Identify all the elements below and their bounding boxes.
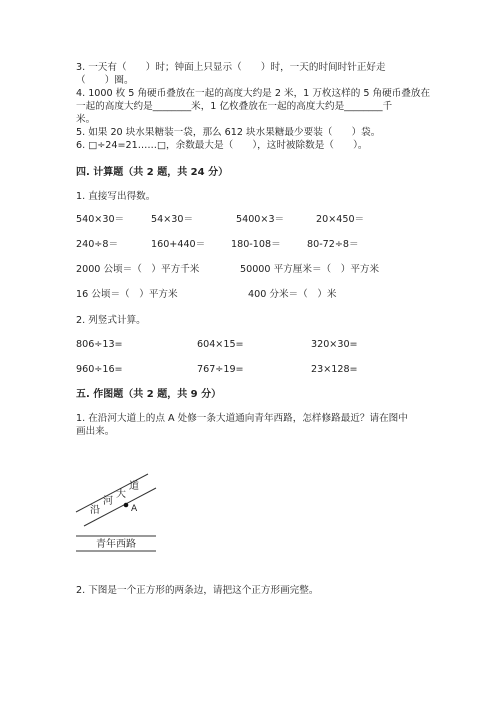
- calc-item: 160+440＝: [151, 239, 206, 250]
- road-char: 道: [129, 481, 139, 492]
- vertical-calc-item: 767÷19=: [197, 364, 244, 375]
- vertical-calc-item: 23×128=: [311, 364, 358, 375]
- drawing-question-1-line-1: 1. 在沿河大道上的点 A 处修一条大道通向青年西路，怎样修路最近？请在图中: [76, 413, 408, 424]
- calc-item: 20×450＝: [316, 214, 365, 225]
- section-5-heading: 五. 作图题（共 2 题，共 9 分）: [76, 389, 222, 400]
- calc-item: 180-108＝: [231, 239, 281, 250]
- calc-item: 80-72÷8＝: [307, 239, 359, 250]
- road-char: 沿: [90, 505, 100, 516]
- calc-item: 54×30＝: [151, 214, 194, 225]
- drawing-question-1-line-2: 画出来。: [76, 426, 115, 437]
- vertical-calc-item: 604×15=: [197, 339, 244, 350]
- calc-sub-2: 2. 列竖式计算。: [76, 315, 146, 326]
- west-road-label: 青年西路: [96, 539, 136, 550]
- calc-sub-1: 1. 直接写出得数。: [76, 191, 156, 202]
- question-4-line-2: 一起的高度大约是________米，1 亿枚叠放在一起的高度大约是________千: [76, 101, 393, 112]
- question-5: 5. 如果 20 块水果糖装一袋，那么 612 块水果糖最少要装（ ）袋。: [76, 127, 381, 138]
- unit-conversion: 16 公顷＝（ ）平方米: [76, 289, 178, 300]
- question-4-line-1: 4. 1000 枚 5 角硬币叠放在一起的高度大约是 2 米，1 万枚这样的 5 角硬币叠放在: [76, 88, 431, 99]
- vertical-calc-item: 960÷16=: [76, 364, 123, 375]
- unit-conversion: 2000 公顷＝（ ）平方千米: [76, 264, 200, 275]
- question-6: 6. □÷24=21……□，余数最大是（ ），这时被除数是（ ）。: [76, 140, 368, 151]
- question-4-line-3: 米。: [76, 114, 96, 125]
- calc-item: 5400×3＝: [236, 214, 285, 225]
- point-a-label: A: [131, 504, 138, 514]
- question-3-line-1: 3. 一天有（ ）时；钟面上只显示（ ）时，一天的时间时针正好走: [76, 62, 386, 73]
- road-char: 大: [116, 489, 126, 500]
- section-4-heading: 四. 计算题（共 2 题，共 24 分）: [76, 167, 229, 178]
- unit-conversion: 50000 平方厘米＝（ ）平方米: [240, 264, 380, 275]
- unit-conversion: 400 分米＝（ ）米: [248, 289, 337, 300]
- vertical-calc-item: 806÷13=: [76, 339, 123, 350]
- vertical-calc-item: 320×30=: [311, 339, 358, 350]
- calc-item: 240÷8＝: [76, 239, 119, 250]
- question-3-line-2: （ ）圈。: [76, 75, 134, 86]
- point-a: [124, 503, 129, 508]
- drawing-question-2: 2. 下图是一个正方形的两条边，请把这个正方形画完整。: [76, 585, 319, 596]
- calc-item: 540×30＝: [76, 214, 125, 225]
- road-char: 河: [103, 496, 113, 507]
